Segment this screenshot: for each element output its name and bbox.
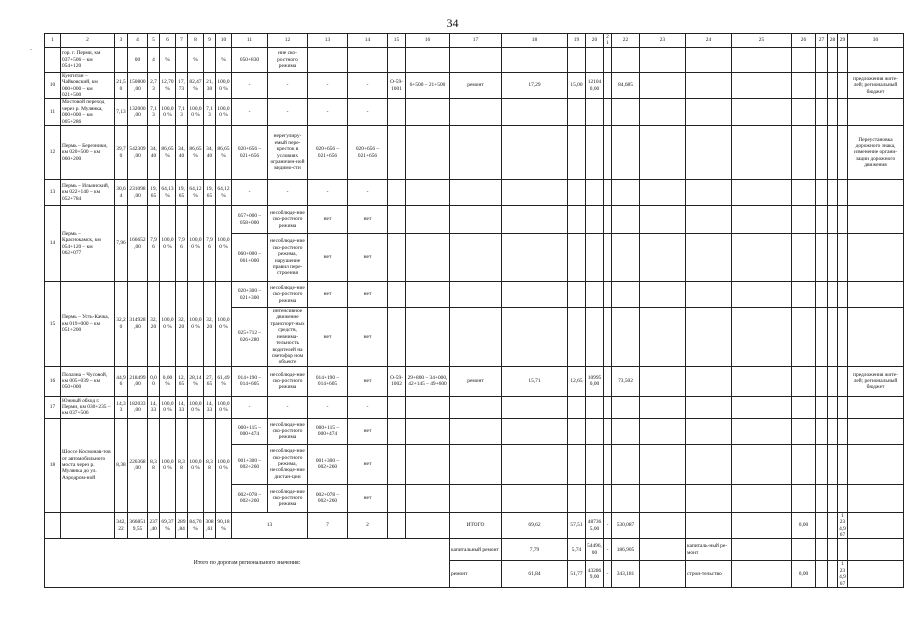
road-name: Пермь – Березники, км 020+500 – км 060+200 bbox=[61, 126, 115, 180]
road-name: Кунгитан – Чайковский, км 000+000 – км 021+500 bbox=[61, 72, 115, 99]
col-number: 18 bbox=[502, 34, 568, 48]
road-report-table bbox=[44, 33, 904, 588]
row-number: 16 bbox=[45, 366, 61, 396]
table-row: 18 Шоссе Космонав-тов от автомобильного моста через р. Мулянка до ул. Аэродром-ной 8,38 226368,00 8,38 100,00 % 8,38 100,00 % 8,38 100,00 % 000+115 – 000+474 несоблюде-ние ско-ростного режима 000+115 – 000+474 нет bbox=[45, 418, 904, 444]
col-number: 5 bbox=[148, 34, 160, 48]
col-number: 4 bbox=[128, 34, 148, 48]
col-number: 28 bbox=[828, 34, 838, 48]
road-name: Пермь – Ильинский, км 022+140 – км 052+784 bbox=[61, 180, 115, 206]
road-name: Полазна – Чусовой, км 005+039 – км 050+000 bbox=[61, 366, 115, 396]
col-number: 26 bbox=[792, 34, 816, 48]
road-name: Мостовой переход через р. Мулянка, 000+000 – км 005+286 bbox=[61, 99, 115, 126]
col-number: 16 bbox=[406, 34, 450, 48]
column-number-row bbox=[45, 34, 904, 48]
table-row: 17 Южный обход г. Перми, км 030+235 – км 037+506 14,33 182033,00 14,33 100,00 % 14,33 100,00 % 14,33 100,00 % - - - - bbox=[45, 396, 904, 418]
col-number: 27 bbox=[816, 34, 828, 48]
row-number: 17 bbox=[45, 396, 61, 418]
row-number: 15 bbox=[45, 282, 61, 367]
col-number: 7 bbox=[176, 34, 188, 48]
row-number: 18 bbox=[45, 418, 61, 512]
road-name: Пермь – Краснокамск, км 054+120 – км 062+077 bbox=[61, 206, 115, 282]
road-report-table-wrapper bbox=[44, 33, 898, 588]
table-row: 10 Кунгитан – Чайковский, км 000+000 – км 021+500 21,50 150800,00 2,73 12,70 % 17,73 82,47 % 21,30 100,00 % - - - - О-59-1001 6+500 – 21+500 ремонт 17,29 15,00 121040,00 84,685 предложения жите-лей; региональный бюджет bbox=[45, 72, 904, 99]
road-name: гор. г. Перми, км 037+506 – км 054+120 bbox=[61, 47, 115, 72]
row-number: 12 bbox=[45, 126, 61, 180]
col-number: 1 bbox=[45, 34, 61, 48]
col-number: 9 bbox=[204, 34, 216, 48]
totals-row: 342,22 3668519,55 237,40 69,37 % 289,84 84,70 % 308,61 90,18 % 13 7 2 ИТОГО 69,62 57,51 487365,00 - 530,087 0,00 1 234,967 bbox=[45, 512, 904, 539]
table-row: 16 Полазна – Чусовой, км 005+039 – км 050+000 44,96 218499,00 0,00 0,00 % 12,65 28,14 % 27,65 61,49 % 014+190 – 014+605 несоблюде-ние ско-ростного режима 014+190 – 014+605 нет О-59-1002 29+800 – 34+000, 42+145 – 49+600 ремонт 15,71 12,65 109950,00 73,502 предложения жите-лей; региональный бюджет bbox=[45, 366, 904, 396]
table-row: 001+300 – 002+260 несоблюде-ние ско-ростного режима, несоблюде-ние дистан-ции 001+300 – 002+260 нет bbox=[45, 444, 904, 484]
road-name: Шоссе Космонав-тов от автомобильного моста через р. Мулянка до ул. Аэродром-ной bbox=[61, 418, 115, 512]
col-number: 30 bbox=[848, 34, 904, 48]
col-number: 17 bbox=[450, 34, 502, 48]
page-number: 34 bbox=[446, 16, 459, 30]
row-number: 11 bbox=[45, 99, 61, 126]
table-row: 15 Пермь – Усть-Качка, км 019+000 – км 051+200 32,20 314928,80 32,20 100,00 % 32,20 100,00 % 32,20 100,00 % 020+300 – 021+300 несоблюде-ние ско-ростного режима нет нет bbox=[45, 282, 904, 308]
col-number: 22 bbox=[612, 34, 640, 48]
col-number: 11 bbox=[232, 34, 268, 48]
col-number: 21 bbox=[604, 34, 612, 48]
row-number: 10 bbox=[45, 72, 61, 99]
summary-row: Итого по дорогам регионального значения: капитальный ремонт 7,79 5,74 54496,00 - 186,905 капиталь-ный ре-монт bbox=[45, 539, 904, 561]
col-number: 23 bbox=[640, 34, 686, 48]
row-number: 14 bbox=[45, 206, 61, 282]
table-row: 060+000 – 061+000 несоблюде-ние ско-ростного режима, нарушение правил пере-строения нет нет bbox=[45, 234, 904, 282]
road-name: Южный обход г. Перми, км 030+235 – км 037+506 bbox=[61, 396, 115, 418]
col-number: 14 bbox=[348, 34, 388, 48]
summary-row: ремонт 61,84 51,77 432869,00 - 343,181 строи-тельство 0,00 1 234,967 bbox=[45, 561, 904, 588]
col-number: 24 bbox=[686, 34, 732, 48]
col-number: 29 bbox=[838, 34, 848, 48]
col-number: 12 bbox=[268, 34, 308, 48]
col-number: 10 bbox=[216, 34, 232, 48]
summary-label: Итого по дорогам регионального значения: bbox=[45, 539, 450, 588]
table-row: 025+712 – 026+280 интенсивное движение транспорт-ных средств, невнима-тельность водителей на светофор ном объекте нет нет bbox=[45, 308, 904, 367]
table-row: гор. г. Перми, км 037+506 – км 054+120 00 4 % % % 050+830 ние ско-ростного режима bbox=[45, 47, 904, 72]
col-number: 13 bbox=[308, 34, 348, 48]
col-number: 6 bbox=[160, 34, 176, 48]
col-number: 20 bbox=[586, 34, 604, 48]
col-number: 3 bbox=[115, 34, 128, 48]
col-number: 25 bbox=[732, 34, 792, 48]
col-number: 2 bbox=[61, 34, 115, 48]
col-number: 19 bbox=[568, 34, 586, 48]
col-number: 15 bbox=[388, 34, 406, 48]
table-row: 002+078 – 002+260 несоблюде-ние ско-ростного режима 002+078 – 002+260 нет bbox=[45, 484, 904, 512]
table-row: 13 Пермь – Ильинский, км 022+140 – км 052+784 30,64 231098,00 19,65 64,13 % 19,65 64,12 % 19,65 64,12 % - - - - bbox=[45, 180, 904, 206]
table-row: 12 Пермь – Березники, км 020+500 – км 060+200 39,70 542309,00 34,40 86,65 % 34,40 86,65 % 34,40 86,65 % 020+656 – 021+656 нерегулиру-емый пере-кресток в условиях ограничен-ной видимо-сти 020+656 – 021+656 020+656 – 021+656 Переустановка дорожного знака, изменение органи-зации дорожного движения bbox=[45, 126, 904, 180]
col-number: 8 bbox=[188, 34, 204, 48]
road-name: Пермь – Усть-Качка, км 019+000 – км 051+200 bbox=[61, 282, 115, 367]
row-number: 13 bbox=[45, 180, 61, 206]
table-row: 11 Мостовой переход через р. Мулянка, 000+000 – км 005+286 7,13 132000,00 7,13 100,00 % 7,13 100,00 % 7,13 100,00 % - - - - bbox=[45, 99, 904, 126]
table-row: 14 Пермь – Краснокамск, км 054+120 – км 062+077 7,96 166652,00 7,96 100,00 % 7,96 100,00 % 7,96 100,00 % 057+000 – 058+000 несоблюде-ние ско-ростного режима нет нет bbox=[45, 206, 904, 234]
